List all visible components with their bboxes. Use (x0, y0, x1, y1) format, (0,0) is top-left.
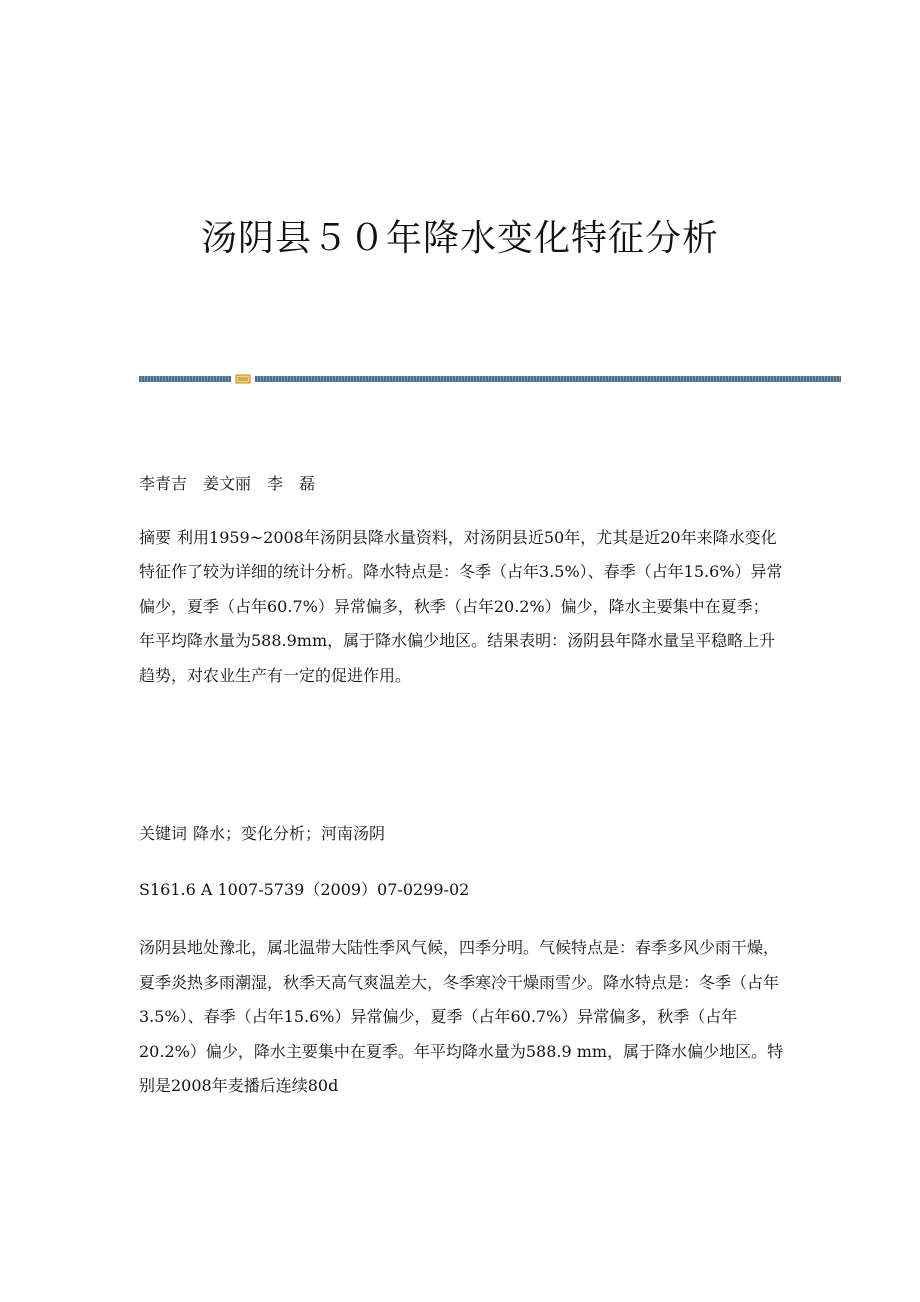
keywords-text: 降水；变化分析；河南汤阴 (193, 824, 386, 843)
classification-line: S161.6 A 1007-5739（2009）07-0299-02 (139, 880, 470, 899)
abstract-paragraph (139, 521, 784, 693)
divider-ornament-icon (235, 374, 251, 384)
title-divider (139, 374, 841, 384)
body-paragraph: 汤阴县地处豫北，属北温带大陆性季风气候，四季分明。气候特点是：春季多风少雨干燥，夏季炎热多雨潮湿，秋季天高气爽温差大，冬季寒冷干燥雨雪少。降水特点是：冬季（占年3.5%）、春季（占年15.6%）异常偏少，夏季（占年60.7%）异常偏多，秋季（占年20.2%）偏少，降水主要集中在夏季。年平均降水量为588.9 mm，属于降水偏少地区。特别是2008年麦播后连续80d (139, 938, 784, 1096)
author-line: 李青吉 姜文丽 李 磊 (139, 474, 316, 493)
divider-bar-left (139, 376, 231, 382)
abstract-text: 利用1959~2008年汤阴县降水量资料，对汤阴县近50年，尤其是近20年来降水变化特征作了较为详细的统计分析。降水特点是：冬季（占年3.5%）、春季（占年15.6%）异常偏少，夏季（占年60.7%）异常偏多，秋季（占年20.2%）偏少，降水主要集中在夏季；年平均降水量为588.9mm，属于降水偏少地区。结果表明：汤阴县年降水量呈平稳略上升趋势，对农业生产有一定的促进作用。 (139, 528, 783, 685)
document-title: 汤阴县５０年降水变化特征分析 (200, 218, 719, 259)
divider-bar-right (255, 376, 841, 382)
keywords-line (139, 818, 784, 850)
abstract-label: 摘要 (139, 528, 172, 547)
keywords-label: 关键词 (139, 824, 188, 843)
